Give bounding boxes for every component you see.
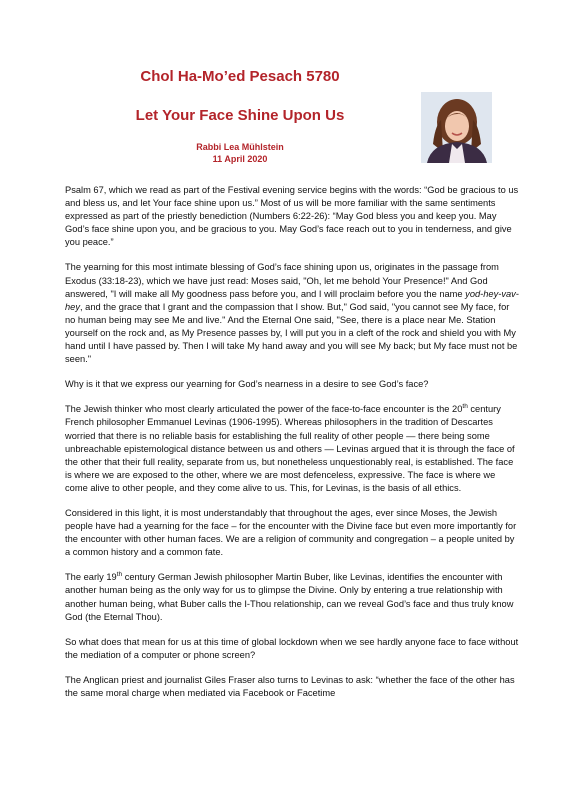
paragraph-7: So what does that mean for us at this time of global lockdown when we see hardly anyone face to face without the mediation of a computer or phone screen? xyxy=(65,636,519,660)
paragraph-1: Psalm 67, which we read as part of the Festival evening service begins with the words: “God be gracious to us and bless us, and let Your face shine upon us.” Most of us will be more familiar with the same sentiments expressed as part of the priestly benediction (Numbers 6:22-26): “May God bless you and keep you. May God’s face shine upon you, and be gracious to you. May God’s face reach out to you in tenderness, and give you peace.” xyxy=(65,185,519,248)
document-title: Chol Ha-Mo’ed Pesach 5780 xyxy=(140,68,340,85)
paragraph-3: Why is it that we express our yearning for God’s nearness in a desire to see God’s face? xyxy=(65,379,429,390)
ordinal-suffix: th xyxy=(116,571,123,579)
paragraph-5: Considered in this light, it is most understandably that throughout the ages, ever since Moses, the Jewish people have had a yearning for the face – for the encounter with the Divine face but even more importantly for the encounter with other human faces. We are a religion of community and congregation – a people united by a common history and a common fate. xyxy=(65,507,517,558)
sermon-date: 11 April 2020 xyxy=(212,154,268,164)
portrait-illustration xyxy=(421,92,492,163)
paragraph-8: The Anglican priest and journalist Giles Fraser also turns to Levinas to ask: “whether the face of the other has the same moral charge when mediated via Facebook or Facetime xyxy=(65,674,515,698)
paragraph-6: The early 19th century German Jewish philosopher Martin Buber, like Levinas, identifies the encounter with another human being as the only way for us to glimpse the Divine. Only by entering a true relationship with another human being, what Buber calls the I-Thou relationship, can we reveal God’s face and thus truly know God (the Eternal Thou). xyxy=(65,571,514,622)
sermon-body xyxy=(65,184,520,712)
document-subtitle: Let Your Face Shine Upon Us xyxy=(135,107,345,124)
divine-name-italic: yod-hey-vav-hey xyxy=(65,288,519,312)
paragraph-2: The yearning for this most intimate blessing of God’s face shining upon us, originates in the passage from Exodus (33:18-23), which we have just read: Moses said, "Oh, let me behold Your Presence!" And God answered, "I will make all My goodness pass before you, and I will proclaim before you the name yod-hey-vav-hey, and the grace that I grant and the compassion that I show. But," God said, "you cannot see My face, for no human being may see Me and live." And the Eternal One said, "See, there is a place near Me. Station yourself on the rock and, as My Presence passes by, I will put you in a cleft of the rock and shield you with My hand until I have passed by. Then I will take My hand away and you will see My back; but My face must not be seen." xyxy=(65,262,519,365)
paragraph-4: The Jewish thinker who most clearly articulated the power of the face-to-face encounter is the 20th century French philosopher Emmanuel Levinas (1906-1995). Whereas philosophers in the tradition of Descartes worried that there is no reliable basis for establishing the full reality of other people — there being some unbreachable epistemological distance between us and others — Levinas argued that it is through the face of the other that their full reality, separate from us, but nonetheless unquestionably real, is established. The face is where we are exposed to the other, where we are most defenceless, expressive. The face is where we come alive to other people, and they come alive to us. This, for Levinas, is the basis of all ethics. xyxy=(65,403,515,493)
author-name: Rabbi Lea Mühlstein xyxy=(196,142,284,152)
ordinal-suffix: th xyxy=(462,403,468,411)
portrait-photo-icon xyxy=(421,92,492,163)
